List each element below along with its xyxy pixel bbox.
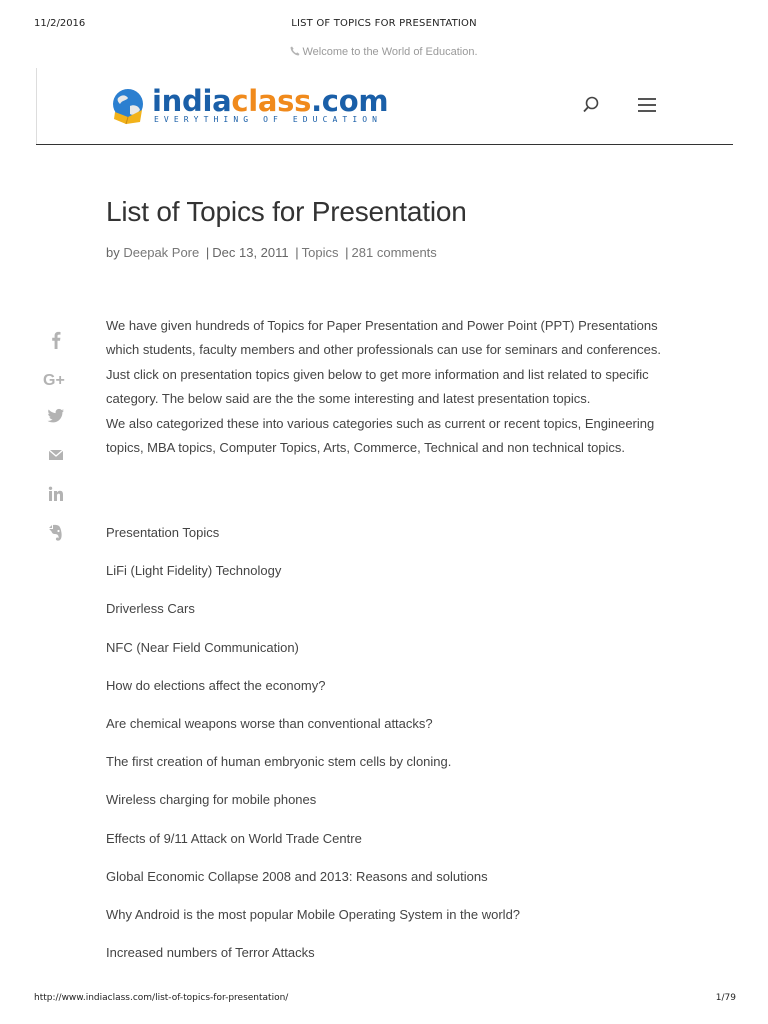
topic-list-item[interactable]: The first creation of human embryonic stem cells by cloning. [106,754,452,770]
topic-list-item[interactable]: Are chemical weapons worse than conventional attacks? [106,716,433,731]
google-plus-share-button[interactable] [40,370,72,394]
post-content [106,314,676,460]
menu-button[interactable] [636,95,660,115]
topic-list-item[interactable]: Effects of 9/11 Attack on World Trade Centre [106,830,362,846]
globe-icon [110,86,150,126]
header-divider [36,144,733,145]
twitter-share-button[interactable] [40,408,72,432]
category-link[interactable]: Topics [301,245,339,260]
logo-text-india: india [152,84,232,118]
header-divider-vertical [36,68,37,144]
meta-separator: | [205,245,210,260]
print-date: 11/2/2016 [34,18,86,29]
intro-paragraph: We have given hundreds of Topics for Paper Presentation and Power Point (PPT) Presentations which students, faculty members and other professionals can use for seminars and conferences. Just click on presentation topics given below to get more information and list related to specific category. The below said are the the some interesting and latest presentation topics. [106,318,661,407]
facebook-icon [50,330,62,350]
topic-list-item[interactable]: Why Android is the most popular Mobile Operating System in the world? [106,907,521,922]
post-title: List of Topics for Presentation [106,196,467,227]
welcome-text: Welcome to the World of Education. [302,46,478,58]
print-footer [0,993,768,1007]
evernote-share-button[interactable] [40,524,72,548]
site-logo[interactable] [110,86,400,128]
print-header [0,18,768,32]
evernote-icon [48,524,64,542]
meta-by: by [106,245,120,260]
top-bar [0,45,768,58]
topic-section-heading: Presentation Topics [106,525,220,540]
phone-icon [290,46,300,59]
email-icon [48,448,64,462]
print-url: http://www.indiaclass.com/list-of-topics-for-presentation/ [34,993,289,1003]
email-share-button[interactable] [40,448,72,472]
logo-text-class: class [231,84,312,118]
topic-list-item[interactable]: Global Economic Collapse 2008 and 2013: Reasons and solutions [106,868,488,884]
meta-separator: | [295,245,299,260]
post-meta [106,245,437,260]
print-page-number: 1/79 [715,993,736,1003]
author-link[interactable]: Deepak Pore [123,245,200,260]
logo-text-com: .com [311,84,389,118]
post-date: Dec 13, 2011 [212,245,289,260]
print-document-title: LIST OF TOPICS FOR PRESENTATION [291,18,477,29]
logo-tagline: EVERYTHING OF EDUCATION [154,115,383,124]
comments-link[interactable]: 281 comments [351,245,437,260]
topic-list-item[interactable]: Increased numbers of Terror Attacks [106,945,315,961]
topic-list-item[interactable]: Driverless Cars [106,601,195,617]
search-button[interactable] [580,94,602,116]
search-icon [580,94,602,116]
logo-text [152,85,388,117]
google-plus-icon [42,370,70,388]
topic-list-item[interactable]: LiFi (Light Fidelity) Technology [106,563,282,579]
twitter-icon [47,408,65,424]
facebook-share-button[interactable] [40,330,72,354]
svg-text:G+: G+ [43,372,65,388]
linkedin-icon [48,486,64,502]
topic-list-item[interactable]: Wireless charging for mobile phones [106,792,317,808]
meta-separator: | [345,245,349,260]
topic-list-item[interactable]: NFC (Near Field Communication) [106,639,299,655]
topic-list-item[interactable]: How do elections affect the economy? [106,677,326,693]
intro-paragraph-categories: We also categorized these into various categories such as current or recent topics, Engineering topics, MBA topics, Computer Topics, Arts, Commerce, Technical and non technical topics. [106,415,655,456]
linkedin-share-button[interactable] [40,486,72,510]
